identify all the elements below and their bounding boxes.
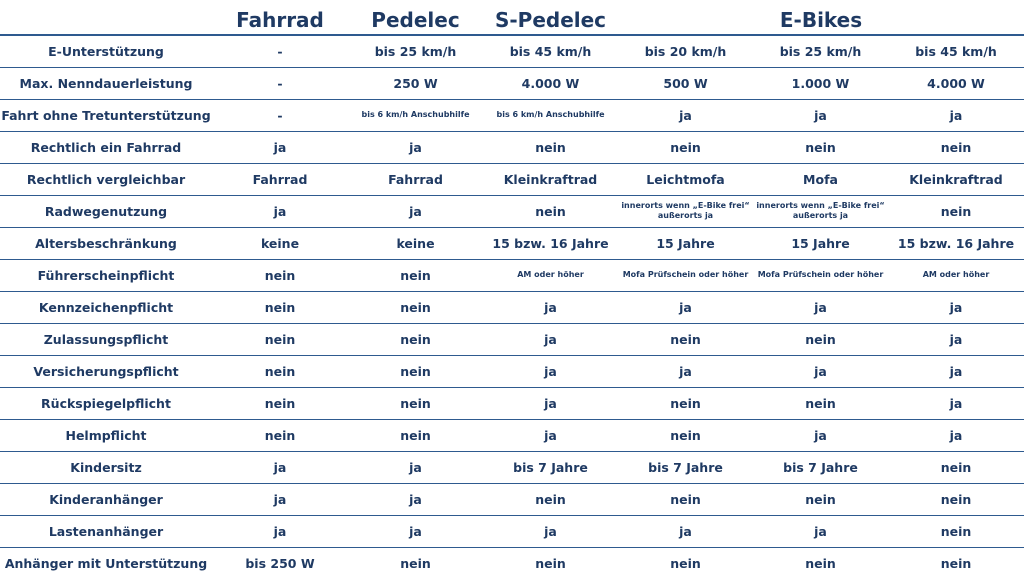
table-cell: ja	[814, 427, 827, 443]
table-cell: bis 7 Jahre	[648, 459, 723, 475]
table-cell: nein	[264, 331, 296, 347]
table-cell: ja	[273, 523, 287, 539]
cell-note: AM oder höher	[517, 270, 584, 279]
table-cell: nein	[535, 491, 566, 507]
table-row	[0, 259, 1024, 291]
cell-note: bis 6 km/h Anschubhilfe	[496, 110, 605, 119]
table-cell: nein	[264, 395, 296, 411]
table-cell: bis 45 km/h	[915, 43, 997, 59]
table-row	[0, 483, 1024, 515]
table-cell: bis 20 km/h	[644, 43, 727, 59]
table-cell: -	[277, 43, 283, 59]
table-cell: ja	[679, 299, 692, 315]
table-cell: ja	[949, 331, 963, 347]
table-cell: nein	[940, 491, 972, 507]
header-pedelec: Pedelec	[371, 8, 460, 32]
table-cell: 15 bzw. 16 Jahre	[492, 235, 609, 251]
table-cell: -	[277, 75, 283, 91]
table-cell: nein	[940, 523, 972, 539]
table-cell: ja	[544, 395, 557, 411]
header-e-bikes: E-Bikes	[779, 8, 863, 32]
row-label: Kinderanhänger	[49, 491, 163, 507]
table-cell: keine	[260, 235, 300, 251]
table-cell: ja	[814, 299, 827, 315]
table-body	[0, 35, 1024, 579]
table-cell: nein	[400, 363, 431, 379]
table-cell: ja	[679, 107, 692, 123]
table-cell: Fahrrad	[388, 171, 443, 187]
table-cell: bis 25 km/h	[779, 43, 862, 59]
cell-note: AM oder höher	[922, 270, 990, 279]
table-cell: nein	[535, 139, 566, 155]
table-cell: 15 Jahre	[656, 235, 715, 251]
row-label: Führerscheinpflicht	[37, 267, 175, 283]
row-label: Max. Nenndauerleistung	[19, 75, 193, 91]
table-cell: nein	[264, 267, 296, 283]
table-cell: ja	[949, 107, 963, 123]
table-cell: ja	[409, 523, 422, 539]
table-cell: ja	[273, 203, 287, 219]
table-cell	[483, 99, 618, 131]
row-label: Rechtlich vergleichbar	[26, 171, 186, 187]
row-label: Kindersitz	[70, 459, 142, 475]
table-cell: ja	[949, 299, 963, 315]
table-row	[0, 227, 1024, 259]
table-cell: ja	[544, 523, 557, 539]
table-cell: 15 bzw. 16 Jahre	[897, 235, 1015, 251]
table-cell: ja	[544, 427, 557, 443]
table-cell: nein	[400, 331, 431, 347]
row-label: Kennzeichenpflicht	[38, 299, 174, 315]
table-cell: ja	[679, 523, 692, 539]
table-cell: nein	[805, 395, 836, 411]
table-row	[0, 35, 1024, 67]
row-label: Versicherungspflicht	[33, 363, 179, 379]
table-cell: nein	[264, 363, 296, 379]
table-row	[0, 419, 1024, 451]
table-header	[0, 0, 1024, 35]
table-row	[0, 355, 1024, 387]
table-cell: bis 7 Jahre	[783, 459, 858, 475]
header-s-pedelec: S-Pedelec	[494, 8, 607, 32]
table-row	[0, 323, 1024, 355]
cell-note: innerorts wenn „E-Bike frei“ außerorts ja	[621, 201, 750, 220]
table-cell: nein	[400, 267, 431, 283]
table-cell	[753, 195, 888, 227]
table-cell: nein	[535, 555, 566, 571]
row-label: Fahrt ohne Tretunterstützung	[1, 107, 211, 123]
table-cell: -	[277, 107, 283, 123]
table-cell	[618, 259, 753, 291]
header-empty	[0, 0, 212, 35]
table-row	[0, 99, 1024, 131]
row-label: Zulassungspflicht	[43, 331, 169, 347]
table-cell: Kleinkraftrad	[909, 171, 1003, 187]
table-cell: keine	[396, 235, 435, 251]
table-cell: ja	[949, 363, 963, 379]
table-cell: nein	[940, 203, 972, 219]
table-cell: bis 25 km/h	[374, 43, 457, 59]
table-cell	[618, 195, 753, 227]
table-row	[0, 291, 1024, 323]
table-row	[0, 163, 1024, 195]
table-cell: Mofa	[803, 171, 838, 187]
table-cell: Fahrrad	[252, 171, 308, 187]
table-row	[0, 387, 1024, 419]
cell-note: bis 6 km/h Anschubhilfe	[361, 110, 470, 119]
cell-note: Mofa Prüfschein oder höher	[757, 270, 884, 279]
table-cell	[888, 259, 1024, 291]
table-row	[0, 547, 1024, 579]
table-cell: ja	[409, 139, 422, 155]
table-cell: Leichtmofa	[646, 171, 725, 187]
table-cell: nein	[940, 555, 972, 571]
row-label: Rückspiegelpflicht	[41, 395, 171, 411]
row-label: Altersbeschränkung	[35, 235, 177, 251]
table-cell: nein	[805, 139, 836, 155]
table-cell: ja	[409, 203, 422, 219]
row-label: Rechtlich ein Fahrrad	[30, 139, 182, 155]
table-cell: nein	[670, 139, 701, 155]
table-cell: nein	[400, 427, 431, 443]
table-cell: nein	[940, 459, 972, 475]
table-cell: ja	[814, 363, 827, 379]
table-row	[0, 131, 1024, 163]
table-cell: nein	[535, 203, 566, 219]
table-cell: nein	[805, 555, 836, 571]
table-cell: bis 250 W	[245, 555, 315, 571]
table-cell: bis 45 km/h	[509, 43, 592, 59]
table-row	[0, 451, 1024, 483]
table-cell: nein	[805, 331, 836, 347]
table-cell: ja	[273, 491, 287, 507]
table-cell: 4.000 W	[927, 75, 985, 91]
table-cell	[753, 259, 888, 291]
table-cell: ja	[949, 427, 963, 443]
table-cell	[483, 259, 618, 291]
table-cell: nein	[400, 555, 431, 571]
table-cell: nein	[400, 299, 431, 315]
table-cell: nein	[670, 491, 701, 507]
row-label: Helmpflicht	[65, 427, 147, 443]
table-cell: ja	[273, 459, 287, 475]
table-cell: nein	[670, 555, 701, 571]
table-row	[0, 195, 1024, 227]
table-cell: nein	[670, 331, 701, 347]
table-row	[0, 67, 1024, 99]
table-cell: bis 7 Jahre	[513, 459, 588, 475]
table-cell: nein	[264, 299, 296, 315]
table-row	[0, 515, 1024, 547]
cell-note: Mofa Prüfschein oder höher	[622, 270, 749, 279]
row-label: Lastenanhänger	[48, 523, 164, 539]
table-cell: ja	[273, 139, 287, 155]
cell-note: innerorts wenn „E-Bike frei“ außerorts ja	[756, 201, 885, 220]
table-cell: ja	[814, 107, 827, 123]
table-cell: nein	[670, 395, 701, 411]
table-cell: ja	[679, 363, 692, 379]
table-cell: 250 W	[393, 75, 438, 91]
table-cell: 15 Jahre	[791, 235, 850, 251]
table-cell: ja	[544, 363, 557, 379]
table-cell: nein	[940, 139, 972, 155]
table-cell	[348, 99, 483, 131]
table-cell: 500 W	[663, 75, 708, 91]
row-label: E-Unterstützung	[48, 43, 164, 59]
table-cell: 1.000 W	[791, 75, 850, 91]
row-label: Anhänger mit Unterstützung	[4, 555, 208, 571]
table-cell: ja	[544, 299, 557, 315]
table-cell: ja	[814, 523, 827, 539]
table-cell: nein	[400, 395, 431, 411]
table-cell: ja	[949, 395, 963, 411]
table-cell: nein	[670, 427, 701, 443]
table-cell: ja	[544, 331, 557, 347]
table-cell: ja	[409, 491, 422, 507]
table-cell: ja	[409, 459, 422, 475]
table-cell: 4.000 W	[521, 75, 580, 91]
table-cell: Kleinkraftrad	[503, 171, 598, 187]
row-label: Radwegenutzung	[44, 203, 168, 219]
header-fahrrad: Fahrrad	[236, 8, 324, 32]
table-cell: nein	[805, 491, 836, 507]
table-cell: nein	[264, 427, 296, 443]
